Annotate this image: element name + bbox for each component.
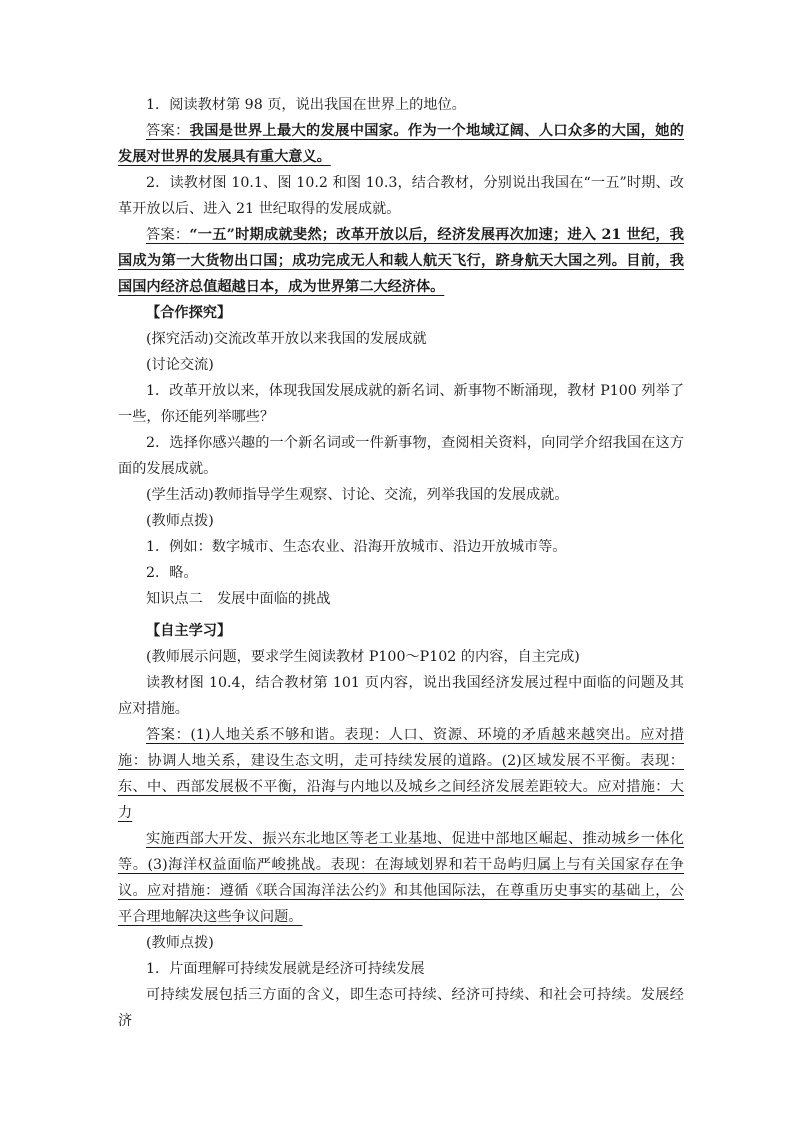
answer-2 xyxy=(118,222,684,300)
answer-label: 答案： xyxy=(146,727,191,743)
question-2: 2．读教材图 10.1、图 10.2 和图 10.3，结合教材，分别说出我国在“一五”时期、改革开放以后、进入 21 世纪取得的发展成就。 xyxy=(118,175,684,217)
teacher-tip-item-2: 2．略。 xyxy=(146,565,198,581)
student-activity: (学生活动)教师指导学生观察、讨论、交流，列举我国的发展成就。 xyxy=(146,487,569,503)
teacher-tip-item-4: 可持续发展包括三方面的含义，即生态可持续、经济可持续、和社会可持续。发展经济 xyxy=(118,987,684,1029)
knowledge-point-2-heading: 知识点二 发展中面临的挑战 xyxy=(146,591,331,607)
answer-2-text: “一五”时期成就斐然；改革开放以后，经济发展再次加速；进入 21 世纪，我国成为第一大货物出口国；成功完成无人和载人航天飞行，跻身航天大国之列。目前，我国国内经济总值超越日本，成为世界第二大经济体。 xyxy=(118,227,684,295)
teacher-tip-label-2: (教师点拨) xyxy=(146,935,214,951)
answer-label: 答案： xyxy=(146,227,190,243)
discussion-label: (讨论交流) xyxy=(146,357,214,373)
discussion-item-2: 2．选择你感兴趣的一个新名词或一件新事物，查阅相关资料，向同学介绍我国在这方面的发展成就。 xyxy=(118,435,684,477)
section-self-study: 【自主学习】 xyxy=(146,623,232,639)
question-1: 1．阅读教材第 98 页，说出我国在世界上的地位。 xyxy=(146,97,466,113)
answer-3-part-2: 实施西部大开发、振兴东北地区等老工业基地、促进中部地区崛起、推动城乡一体化等。(3)海洋权益面临严峻挑战。表现：在海域划界和若干岛屿归属上与有关国家存在争议。应对措施：遵循《联合国海洋法公约》和其他国际法，在尊重历史事实的基础上，公平合理地解决这些争议问题。 xyxy=(118,831,684,925)
answer-label: 答案： xyxy=(146,123,190,139)
answer-3-text-1: (1)人地关系不够和谐。表现：人口、资源、环境的矛盾越来越突出。应对措施：协调人地关系，建设生态文明，走可持续发展的道路。(2)区域发展不平衡。表现：东、中、西部发展极不平衡，沿海与内地以及城乡之间经济发展差距较大。应对措施：大力 xyxy=(118,727,684,821)
answer-1-text: 我国是世界上最大的发展中国家。作为一个地域辽阔、人口众多的大国，她的发展对世界的发展具有重大意义。 xyxy=(118,123,684,165)
section-cooperative-inquiry: 【合作探究】 xyxy=(146,305,232,321)
answer-1 xyxy=(118,118,684,170)
teacher-show-question: (教师展示问题，要求学生阅读教材 P100～P102 的内容，自主完成) xyxy=(146,649,580,665)
teacher-tip-item-1: 1．例如：数字城市、生态农业、沿海开放城市、沿边开放城市等。 xyxy=(146,539,567,555)
teacher-tip-item-3: 1．片面理解可持续发展就是经济可持续发展 xyxy=(146,961,425,977)
teacher-tip-label: (教师点拨) xyxy=(146,513,214,529)
question-3: 读教材图 10.4，结合教材第 101 页内容，说出我国经济发展过程中面临的问题及其应对措施。 xyxy=(118,675,684,717)
document-body xyxy=(118,92,684,1034)
discussion-item-1: 1．改革开放以来，体现我国发展成就的新名词、新事物不断涌现，教材 P100 列举了一些，你还能列举哪些？ xyxy=(118,383,684,425)
answer-3-part-1 xyxy=(118,722,684,826)
inquiry-activity: (探究活动)交流改革开放以来我国的发展成就 xyxy=(146,331,427,347)
